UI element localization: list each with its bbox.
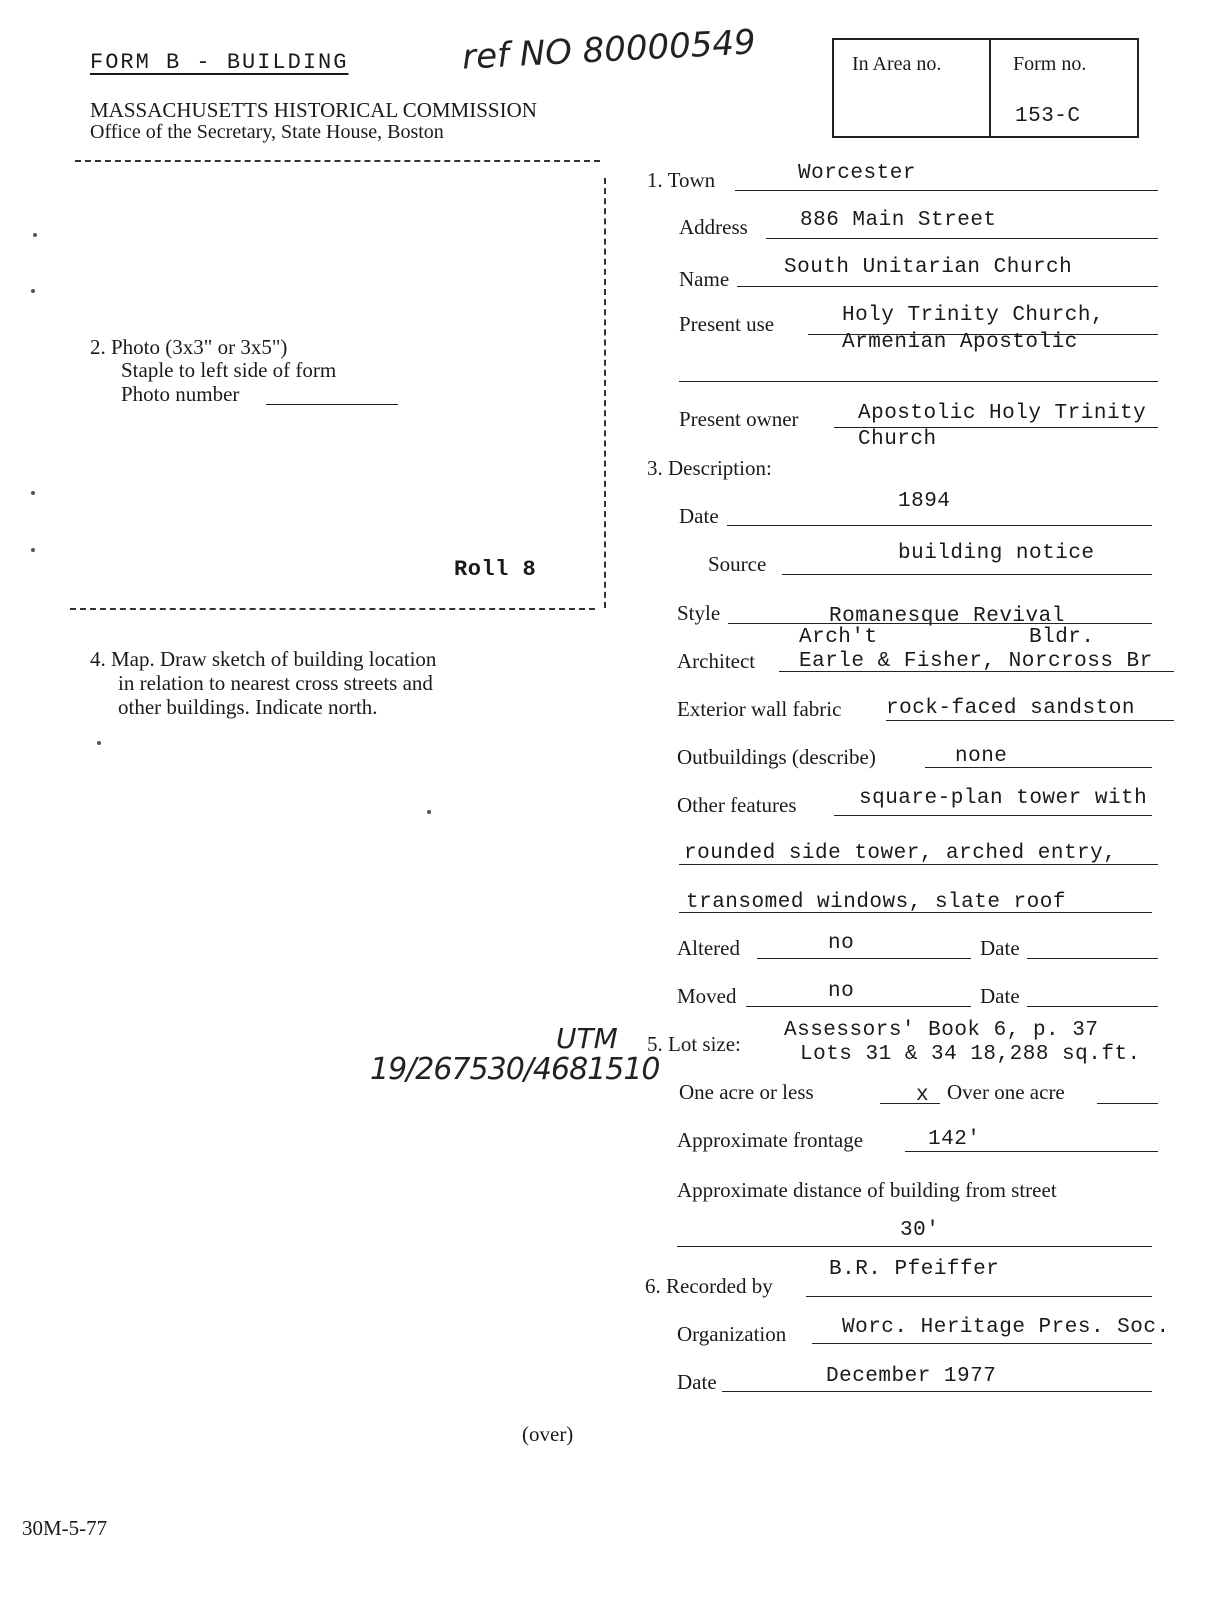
architect-label: Architect [677,649,756,673]
photo-area-bottom-border [70,608,595,610]
area-number-label: In Area no. [852,53,942,75]
altered-date-label: Date [980,936,1020,960]
handwritten-ref-number: ref NO 80000549 [461,22,757,78]
form-number-value[interactable]: 153-C [1015,105,1081,128]
style-label: Style [677,601,721,625]
recorded-by-value[interactable]: B.R. Pfeiffer [829,1258,1000,1281]
other-features-label: Other features [677,793,797,817]
utm-coordinates: 19/267530/4681510 [370,1052,660,1087]
source-value[interactable]: building notice [898,542,1095,565]
commission-office: Office of the Secretary, State House, Boston [90,121,444,143]
present-owner-value-2[interactable]: Church [858,428,937,451]
form-code: 30M-5-77 [22,1516,108,1540]
distance-value[interactable]: 30' [900,1219,940,1242]
acre-or-less-value[interactable]: x [916,1084,930,1107]
other-features-value-1[interactable]: square-plan tower with [859,787,1148,810]
description-label: 3. Description: [647,456,772,480]
moved-date-label: Date [980,984,1020,1008]
map-instruction-2: in relation to nearest cross streets and [118,671,433,695]
roll-number: Roll 8 [454,557,537,582]
wall-fabric-label: Exterior wall fabric [677,697,842,721]
present-owner-label: Present owner [679,407,799,431]
photo-area-right-border [604,178,606,608]
commission-name: MASSACHUSETTS HISTORICAL COMMISSION [90,98,537,122]
address-label: Address [679,215,748,239]
over-note: (over) [522,1422,574,1446]
present-use-value-1[interactable]: Holy Trinity Church, [842,304,1105,327]
photo-area-top-border [75,160,600,162]
organization-value[interactable]: Worc. Heritage Pres. Soc. [842,1316,1170,1339]
utm-label: UTM [556,1022,618,1055]
architect-note-arch: Arch't [799,626,878,649]
altered-label: Altered [677,936,740,960]
name-value[interactable]: South Unitarian Church [784,256,1073,279]
other-features-value-2[interactable]: rounded side tower, arched entry, [684,842,1117,865]
acre-or-less-label: One acre or less [679,1080,814,1104]
recorded-date-value[interactable]: December 1977 [826,1365,997,1388]
other-features-value-3[interactable]: transomed windows, slate roof [686,891,1066,914]
map-instruction-1: 4. Map. Draw sketch of building location [90,647,437,671]
town-label: 1. Town [647,168,716,192]
outbuildings-value[interactable]: none [955,745,1008,768]
lot-size-label: 5. Lot size: [647,1032,741,1056]
moved-value[interactable]: no [828,980,855,1003]
present-owner-value-1[interactable]: Apostolic Holy Trinity [858,402,1147,425]
map-instruction-3: other buildings. Indicate north. [118,695,378,719]
distance-label: Approximate distance of building from street [677,1178,1057,1202]
form-number-label: Form no. [1013,53,1087,75]
organization-label: Organization [677,1322,787,1346]
photo-instruction-2: Staple to left side of form [121,358,337,382]
photo-instruction-1: 2. Photo (3x3" or 3x5") [90,335,288,359]
lot-size-value-1[interactable]: Assessors' Book 6, p. 37 [784,1019,1099,1042]
photo-number-label: Photo number [121,382,240,406]
photo-number-line[interactable] [266,404,398,405]
date-label: Date [679,504,719,528]
name-label: Name [679,267,730,291]
form-title: FORM B - BUILDING [90,50,349,75]
frontage-label: Approximate frontage [677,1128,864,1152]
frontage-value[interactable]: 142' [928,1128,981,1151]
architect-value[interactable]: Earle & Fisher, Norcross Br [799,650,1153,673]
source-label: Source [708,552,767,576]
wall-fabric-value[interactable]: rock-faced sandston [886,697,1135,720]
recorded-by-label: 6. Recorded by [645,1274,773,1298]
style-value[interactable]: Romanesque Revival [829,605,1065,628]
lot-size-value-2[interactable]: Lots 31 & 34 18,288 sq.ft. [800,1043,1141,1066]
address-value[interactable]: 886 Main Street [800,209,997,232]
town-value[interactable]: Worcester [798,162,916,185]
date-value[interactable]: 1894 [898,490,951,513]
recorded-date-label: Date [677,1370,717,1394]
architect-note-bldr: Bldr. [1029,626,1095,649]
moved-label: Moved [677,984,737,1008]
over-one-acre-label: Over one acre [947,1080,1065,1104]
present-use-value-2[interactable]: Armenian Apostolic [842,331,1078,354]
present-use-label: Present use [679,312,775,336]
altered-value[interactable]: no [828,932,855,955]
outbuildings-label: Outbuildings (describe) [677,745,876,769]
